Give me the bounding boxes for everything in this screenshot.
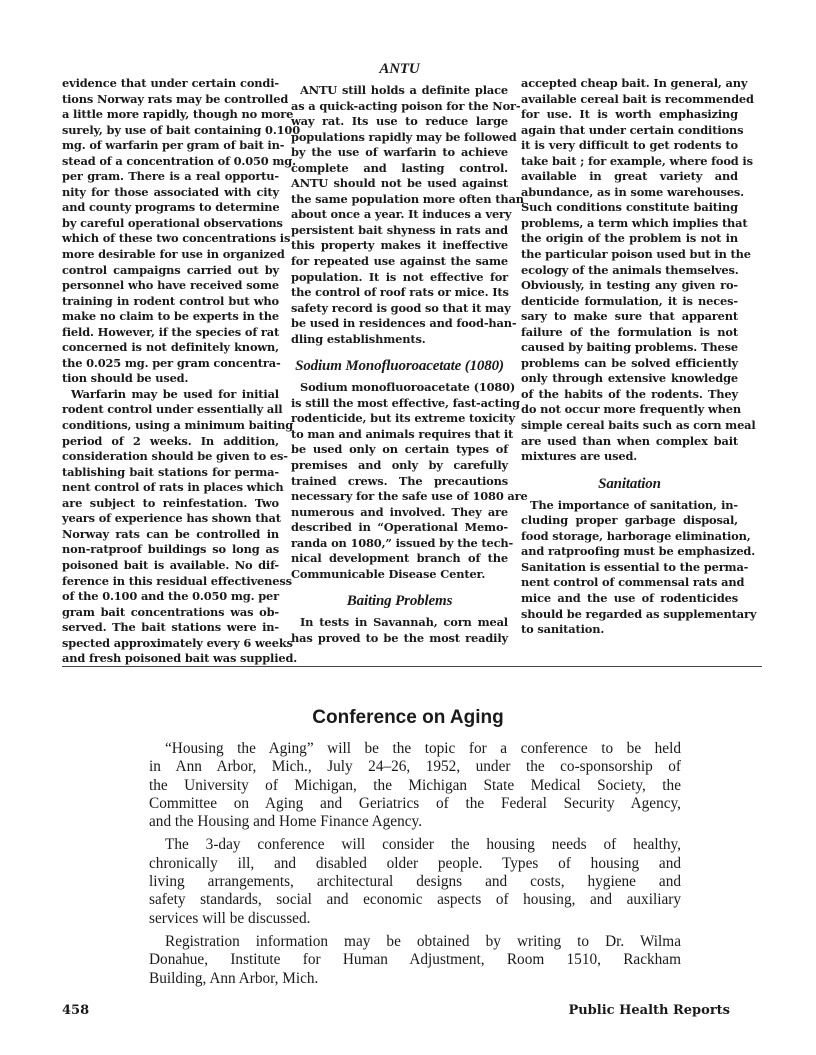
column-3 (521, 76, 757, 638)
section-divider (62, 666, 762, 667)
text-line: served. The bait stations were in- (62, 620, 279, 635)
paragraph (291, 83, 524, 347)
text-line: again that under certain conditions (521, 122, 744, 137)
spacer (291, 582, 508, 590)
text-line: way rat. Its use to reduce large (291, 114, 508, 129)
text-line: has proved to be the most readily (291, 630, 508, 645)
paragraph (521, 497, 757, 638)
text-line: about once a year. It induces a very (291, 207, 512, 222)
paragraph (149, 836, 681, 927)
text-line: chronically ill, and disabled older people. Types of housing and (149, 854, 681, 872)
text-line: populations rapidly may be followed (291, 129, 517, 144)
text-line: to man and animals requires that it (291, 426, 514, 441)
text-line: evidence that under certain condi- (62, 76, 279, 90)
text-line: Registration information may be obtained by writing to Dr. Wilma (165, 932, 681, 950)
text-line: services will be discussed. (149, 909, 311, 927)
text-line: safety standards, social and economic aspects of housing, and auxiliary (149, 891, 681, 909)
text-line: and ratproofing must be emphasized. (521, 544, 756, 559)
text-line: complete and lasting control. (291, 160, 508, 175)
text-line: tions Norway rats may be controlled (62, 91, 289, 106)
text-line: Communicable Disease Center. (291, 566, 486, 581)
conference-article-body (149, 740, 681, 988)
text-line: gram bait concentrations was ob- (62, 604, 279, 619)
text-line: nity for those associated with city (62, 184, 279, 199)
text-line: the origin of the problem is not in (521, 231, 738, 246)
text-line: premises and only by carefully (291, 458, 508, 473)
text-line: nical development branch of the (291, 551, 508, 566)
text-line: by careful operational observations (62, 215, 283, 230)
article-title: Conference on Aging (312, 707, 504, 728)
text-line: nent control of rats in places which (62, 480, 284, 495)
text-line: control campaigns carried out by (62, 262, 279, 277)
paragraph (62, 386, 298, 667)
text-line: dling establishments. (291, 331, 426, 346)
text-line: failure of the formulation is not (521, 324, 738, 339)
text-line: Building, Ann Arbor, Mich. (149, 969, 319, 987)
text-line: only through extensive knowledge (521, 371, 738, 386)
page-number: 458 (62, 1003, 90, 1018)
text-line: problems, a term which implies that (521, 215, 748, 230)
text-line: of the habits of the rodents. They (521, 386, 738, 401)
paragraph (149, 740, 681, 831)
text-line: The importance of sanitation, in- (530, 497, 738, 512)
text-line: per gram. There is a real opportu- (62, 169, 279, 184)
text-line: non-ratproof buildings so long as (62, 542, 279, 557)
paragraph (291, 380, 528, 582)
spacer (521, 465, 738, 473)
paragraph (149, 933, 681, 988)
text-line: Warfarin may be used for initial (71, 386, 279, 401)
section-heading: Sanitation (598, 475, 661, 492)
text-line: living arrangements, architectural designs and costs, hygiene and (149, 873, 681, 891)
text-line: be used only on certain types of (291, 442, 508, 457)
journal-name: Public Health Reports (568, 1003, 730, 1018)
text-line: consideration should be given to es- (62, 449, 288, 464)
text-line: Norway rats can be controlled in (62, 526, 279, 541)
text-line: as a quick-acting poison for the Nor- (291, 98, 521, 113)
text-line: should be regarded as supplementary (521, 606, 757, 621)
text-line: available cereal bait is recommended (521, 91, 754, 106)
text-line: rodenticide, but its extreme toxicity (291, 411, 515, 426)
text-line: Sodium monofluoroacetate (1080) (300, 380, 516, 395)
text-line: Sanitation is essential to the perma- (521, 559, 749, 574)
text-line: of the 0.100 and the 0.050 mg. per (62, 589, 279, 604)
text-line: in Ann Arbor, Mich., July 24–26, 1952, under the co-sponsorship of (149, 758, 681, 776)
text-line: do not occur more frequently when (521, 402, 741, 417)
text-line: make no claim to be experts in the (62, 309, 279, 324)
text-line: problems can be solved efficiently (521, 355, 738, 370)
text-line: tion should be used. (62, 371, 189, 386)
text-line: the control of roof rats or mice. Its (291, 285, 509, 300)
column-2 (291, 58, 528, 647)
text-line: a little more rapidly, though no more (62, 107, 294, 122)
text-line: accepted cheap bait. In general, any (521, 76, 748, 90)
text-line: mg. of warfarin per gram of bait in- (62, 138, 285, 153)
text-line: the 0.025 mg. per gram concentra- (62, 355, 281, 370)
text-line: ference in this residual effectiveness (62, 573, 292, 588)
text-line: food storage, harborage elimination, (521, 528, 751, 543)
section-heading: Sodium Monofluoroacetate (1080) (295, 358, 504, 375)
text-line: sary to make sure that apparent (521, 309, 738, 324)
text-line: nent control of commensal rats and (521, 575, 745, 590)
text-line: abundance, as in some warehouses. (521, 184, 744, 199)
text-line: for use. It is worth emphasizing (521, 107, 738, 122)
paragraph (521, 76, 756, 465)
text-line: period of 2 weeks. In addition, (62, 433, 279, 448)
text-line: training in rodent control but who (62, 293, 279, 308)
text-line: for repeated use against the same (291, 254, 508, 269)
text-line: stead of a concentration of 0.050 mg. (62, 153, 296, 168)
text-line: available in great variety and (521, 169, 738, 184)
text-line: The 3-day conference will consider the housing needs of healthy, (165, 836, 681, 854)
text-line: and county programs to determine (62, 200, 280, 215)
text-line: is still the most effective, fast-acting (291, 395, 520, 410)
text-line: more desirable for use in organized (62, 247, 285, 262)
text-line: this property makes it ineffective (291, 238, 508, 253)
text-line: and the Housing and Home Finance Agency. (149, 813, 423, 831)
text-line: and fresh poisoned bait was supplied. (62, 651, 298, 666)
text-line: caused by baiting problems. These (521, 340, 738, 355)
text-line: numerous and involved. They are (291, 504, 508, 519)
text-line: Obviously, in testing any given ro- (521, 278, 738, 293)
text-line: the particular poison used but in the (521, 247, 751, 262)
text-line: concerned is not definitely known, (62, 340, 279, 355)
text-line: described in “Operational Memo- (291, 520, 508, 535)
section-heading: Baiting Problems (346, 593, 453, 610)
text-line: by the use of warfarin to achieve (291, 145, 508, 160)
text-line: which of these two concentrations is (62, 231, 291, 246)
text-line: to sanitation. (521, 622, 605, 637)
text-line: ANTU still holds a definite place (300, 83, 508, 97)
text-line: simple cereal baits such as corn meal (521, 418, 756, 433)
text-line: tablishing bait stations for perma- (62, 464, 279, 479)
text-line: ANTU should not be used against (291, 176, 508, 191)
text-line: “Housing the Aging” will be the topic for a conference to be held (165, 740, 681, 757)
text-line: Committee on Aging and Geriatrics of the Federal Security Agency, (149, 794, 681, 812)
text-line: field. However, if the species of rat (62, 324, 280, 339)
text-line: persistent bait shyness in rats and (291, 222, 508, 237)
paragraph (62, 76, 300, 387)
text-line: it is very difficult to get rodents to (521, 138, 738, 153)
text-line: personnel who have received some (62, 278, 279, 293)
section-heading: ANTU (379, 61, 420, 77)
text-line: population. It is not effective for (291, 269, 508, 284)
text-line: years of experience has shown that (62, 511, 281, 526)
column-1 (62, 76, 300, 667)
text-line: necessary for the safe use of 1080 are (291, 489, 528, 504)
text-line: cluding proper garbage disposal, (521, 513, 738, 528)
text-line: surely, by use of bait containing 0.100 (62, 122, 300, 137)
text-line: Such conditions constitute baiting (521, 200, 738, 215)
text-line: randa on 1080,” issued by the tech- (291, 535, 514, 550)
spacer (291, 347, 508, 355)
text-line: spected approximately every 6 weeks (62, 635, 293, 650)
text-line: trained crews. The precautions (291, 473, 508, 488)
text-line: are used than when complex bait (521, 433, 738, 448)
text-line: rodent control under essentially all (62, 402, 283, 417)
text-line: the same population more often than (291, 191, 524, 206)
text-line: are subject to reinfestation. Two (62, 495, 279, 510)
text-line: mixtures are used. (521, 449, 638, 464)
text-line: denticide formulation, it is neces- (521, 293, 738, 308)
text-line: the University of Michigan, the Michigan State Medical Society, the (149, 776, 681, 794)
text-line: mice and the use of rodenticides (521, 590, 738, 605)
text-line: conditions, using a minimum baiting (62, 418, 294, 433)
text-line: safety record is good so that it may (291, 300, 511, 315)
text-line: take bait ; for example, where food is (521, 153, 753, 168)
text-line: Donahue, Institute for Human Adjustment, Room 1510, Rackham (149, 951, 681, 969)
text-line: In tests in Savannah, corn meal (300, 615, 508, 630)
paragraph (291, 615, 508, 646)
text-line: poisoned bait is available. No dif- (62, 557, 279, 572)
text-line: be used in residences and food-han- (291, 316, 517, 331)
text-line: ecology of the animals themselves. (521, 262, 739, 277)
